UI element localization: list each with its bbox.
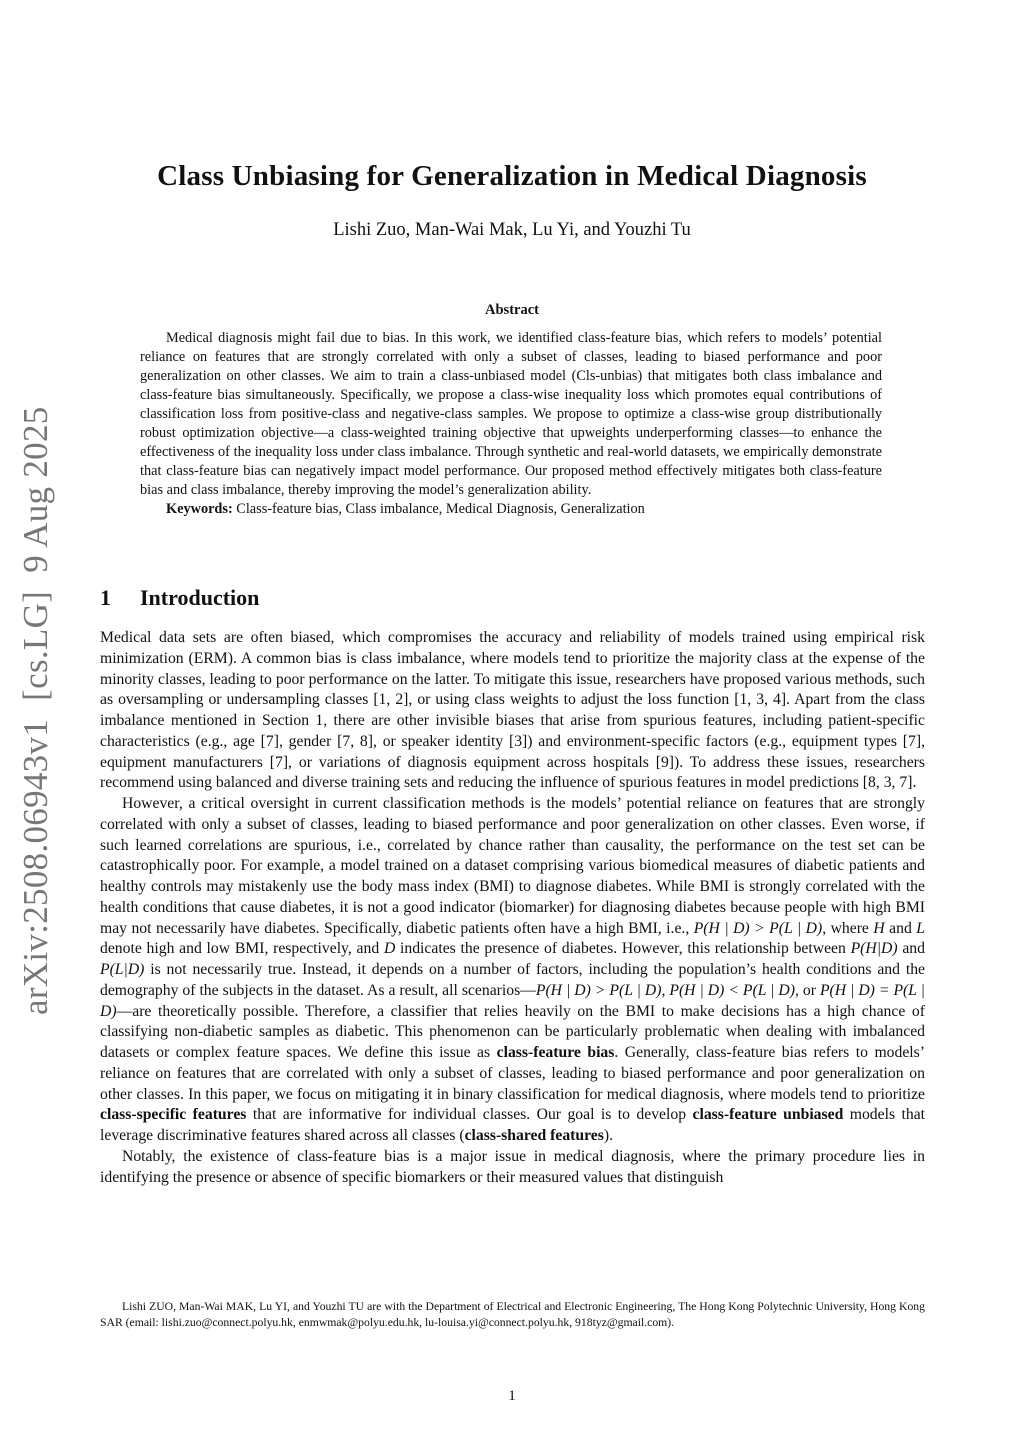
text-run: ). [603,1127,614,1144]
author-list: Lishi Zuo, Man-Wai Mak, Lu Yi, and Youzhi Tu [333,220,691,240]
page-number: 1 [508,1388,516,1404]
bold-term: class-feature unbiased [692,1106,844,1124]
math-expression: P(H|D) [850,940,898,958]
section-title: Introduction [140,585,260,610]
section-heading [100,585,259,611]
text-run: that are informative for individual classes. Our goal is to develop [246,1106,693,1124]
math-expression: L [916,919,926,937]
text-run: models that leverage discriminative features shared across all classes ( [100,1106,926,1144]
math-expression: P(H | D) = P(L | D) [100,981,925,1020]
bold-term: class-shared features [464,1127,604,1144]
abstract [140,329,882,519]
paragraph [100,1147,925,1189]
paper-title: Class Unbiasing for Generalization in Medical Diagnosis [157,160,867,192]
section-number: 1 [100,585,111,610]
text-run: , [661,981,670,999]
text-run: However, a critical oversight in current classification methods is the models’ potential reliance on features that are strongly correlated with only a subset of classes, leading to biased performance and poor generalization on other classes. Even worse, if such learned correlations are spurious, i.e., correlated by chance rather than causality, the performance on the test set can be catastrophically poor. For example, a model trained on a dataset comprising various biomedical measures of diabetic patients and healthy controls may mistakenly use the body mass index (BMI) to diagnose diabetes. While BMI is strongly correlated with the health conditions that cause diabetes, it is not a good indicator (biomarker) for diagnosing diabetes because people with high BMI may not necessarily have diabetes. Specifically, diabetic patients often have a high BMI, i.e., [100,795,925,937]
keywords-list: Class-feature bias, Class imbalance, Medical Diagnosis, Generalization [232,501,645,517]
text-run: indicates the presence of diabetes. However, this relationship between [395,940,851,958]
text-run: , or [794,981,820,999]
paragraph [100,628,925,794]
text-run: . Generally, class-feature bias refers to models’ reliance on features that are correlated with only a subset of classes, leading to biased performance and poor generalization on other classes. In this paper, we focus on mitigating it in binary classification for medical diagnosis, where models tend to prioritize [100,1044,925,1103]
math-expression: P(L|D) [100,961,145,978]
text-run: is not necessarily true. Instead, it depends on a number of factors, including the population’s health conditions and the demography of the subjects in the dataset. As a result, all scenarios— [100,961,925,999]
keywords-label: Keywords: [166,501,233,517]
text-run: Notably, the existence of class-feature bias is a major issue in medical diagnosis, where the primary procedure lies in identifying the presence or absence of specific biomarkers or their measured values that distinguish [100,1147,925,1186]
text-run: and [884,919,917,937]
math-expression: P(H | D) > P(L | D) [693,919,823,937]
keywords [140,500,882,519]
text-run: , where [822,919,874,937]
footnote-text: Lishi ZUO, Man-Wai MAK, Lu YI, and Youzhi TU are with the Department of Electrical and Electronic Engineering, The Hong Kong Polytechnic University, Hong Kong SAR (email: lishi.zuo@connect.polyu.hk, enmwmak@polyu.edu.hk, lu-louisa.yi@connect.polyu.hk, 918tyz@gmail.com). [100,1300,925,1329]
text-run: —are theoretically possible. Therefore, a classifier that relies heavily on the BMI to make decisions has a high chance of classifying non-diabetic samples as diabetic. This phenomenon can be particularly problematic when dealing with imbalanced datasets or complex feature spaces. We define this issue as [100,1002,925,1061]
math-expression: D [383,940,396,958]
abstract-heading: Abstract [485,302,539,318]
body-text [100,628,925,1188]
math-expression: P(H | D) < P(L | D) [669,981,795,999]
text-run: Medical data sets are often biased, which compromises the accuracy and reliability of models trained using empirical risk minimization (ERM). A common bias is class imbalance, where models tend to prioritize the majority class at the expense of the minority classes, leading to poor performance on the latter. To mitigate this issue, researchers have proposed various methods, such as oversampling or undersampling classes [1, 2], or using class weights to adjust the loss function [1, 3, 4]. Apart from the class imbalance mentioned in Section 1, there are other invisible biases that arise from spurious features, including patient-specific characteristics (e.g., age [7], gender [7, 8], or speaker identity [3]) and environment-specific factors (e.g., equipment types [7], equipment manufacturers [7], or variations of diagnosis equipment across hospitals [9]). To address these issues, researchers recommend using balanced and diverse training sets and reducing the influence of spurious features in model predictions [8, 3, 7]. [100,629,925,792]
math-expression: H [873,919,885,937]
text-run: denote high and low BMI, respectively, and [100,940,384,958]
bold-term: class-specific features [100,1106,247,1124]
math-expression: P(H | D) > P(L | D) [535,981,662,999]
paragraph [100,794,925,1147]
abstract-text: Medical diagnosis might fail due to bias. In this work, we identified class-feature bias, which refers to models’ potential reliance on features that are strongly correlated with only a subset of classes, leading to biased performance and poor generalization on other classes. We aim to train a class-unbiased model (Cls-unbias) that mitigates both class imbalance and class-feature bias simultaneously. Specifically, we propose a class-wise inequality loss which promotes equal contributions of classification loss from positive-class and negative-class samples. We propose to optimize a class-wise group distributionally robust optimization objective—a class-weighted training objective that upweights underperforming classes—to enhance the effectiveness of the inequality loss under class imbalance. Through synthetic and real-world datasets, we empirically demonstrate that class-feature bias can negatively impact model performance. Our proposed method effectively mitigates both class-feature bias and class imbalance, thereby improving the model’s generalization ability. [140,330,882,498]
text-run: and [897,940,925,958]
footnote [100,1299,925,1331]
arxiv-stamp: arXiv:2508.06943v1 [cs.LG] 9 Aug 2025 [16,406,55,1015]
bold-term: class-feature bias [496,1044,615,1061]
